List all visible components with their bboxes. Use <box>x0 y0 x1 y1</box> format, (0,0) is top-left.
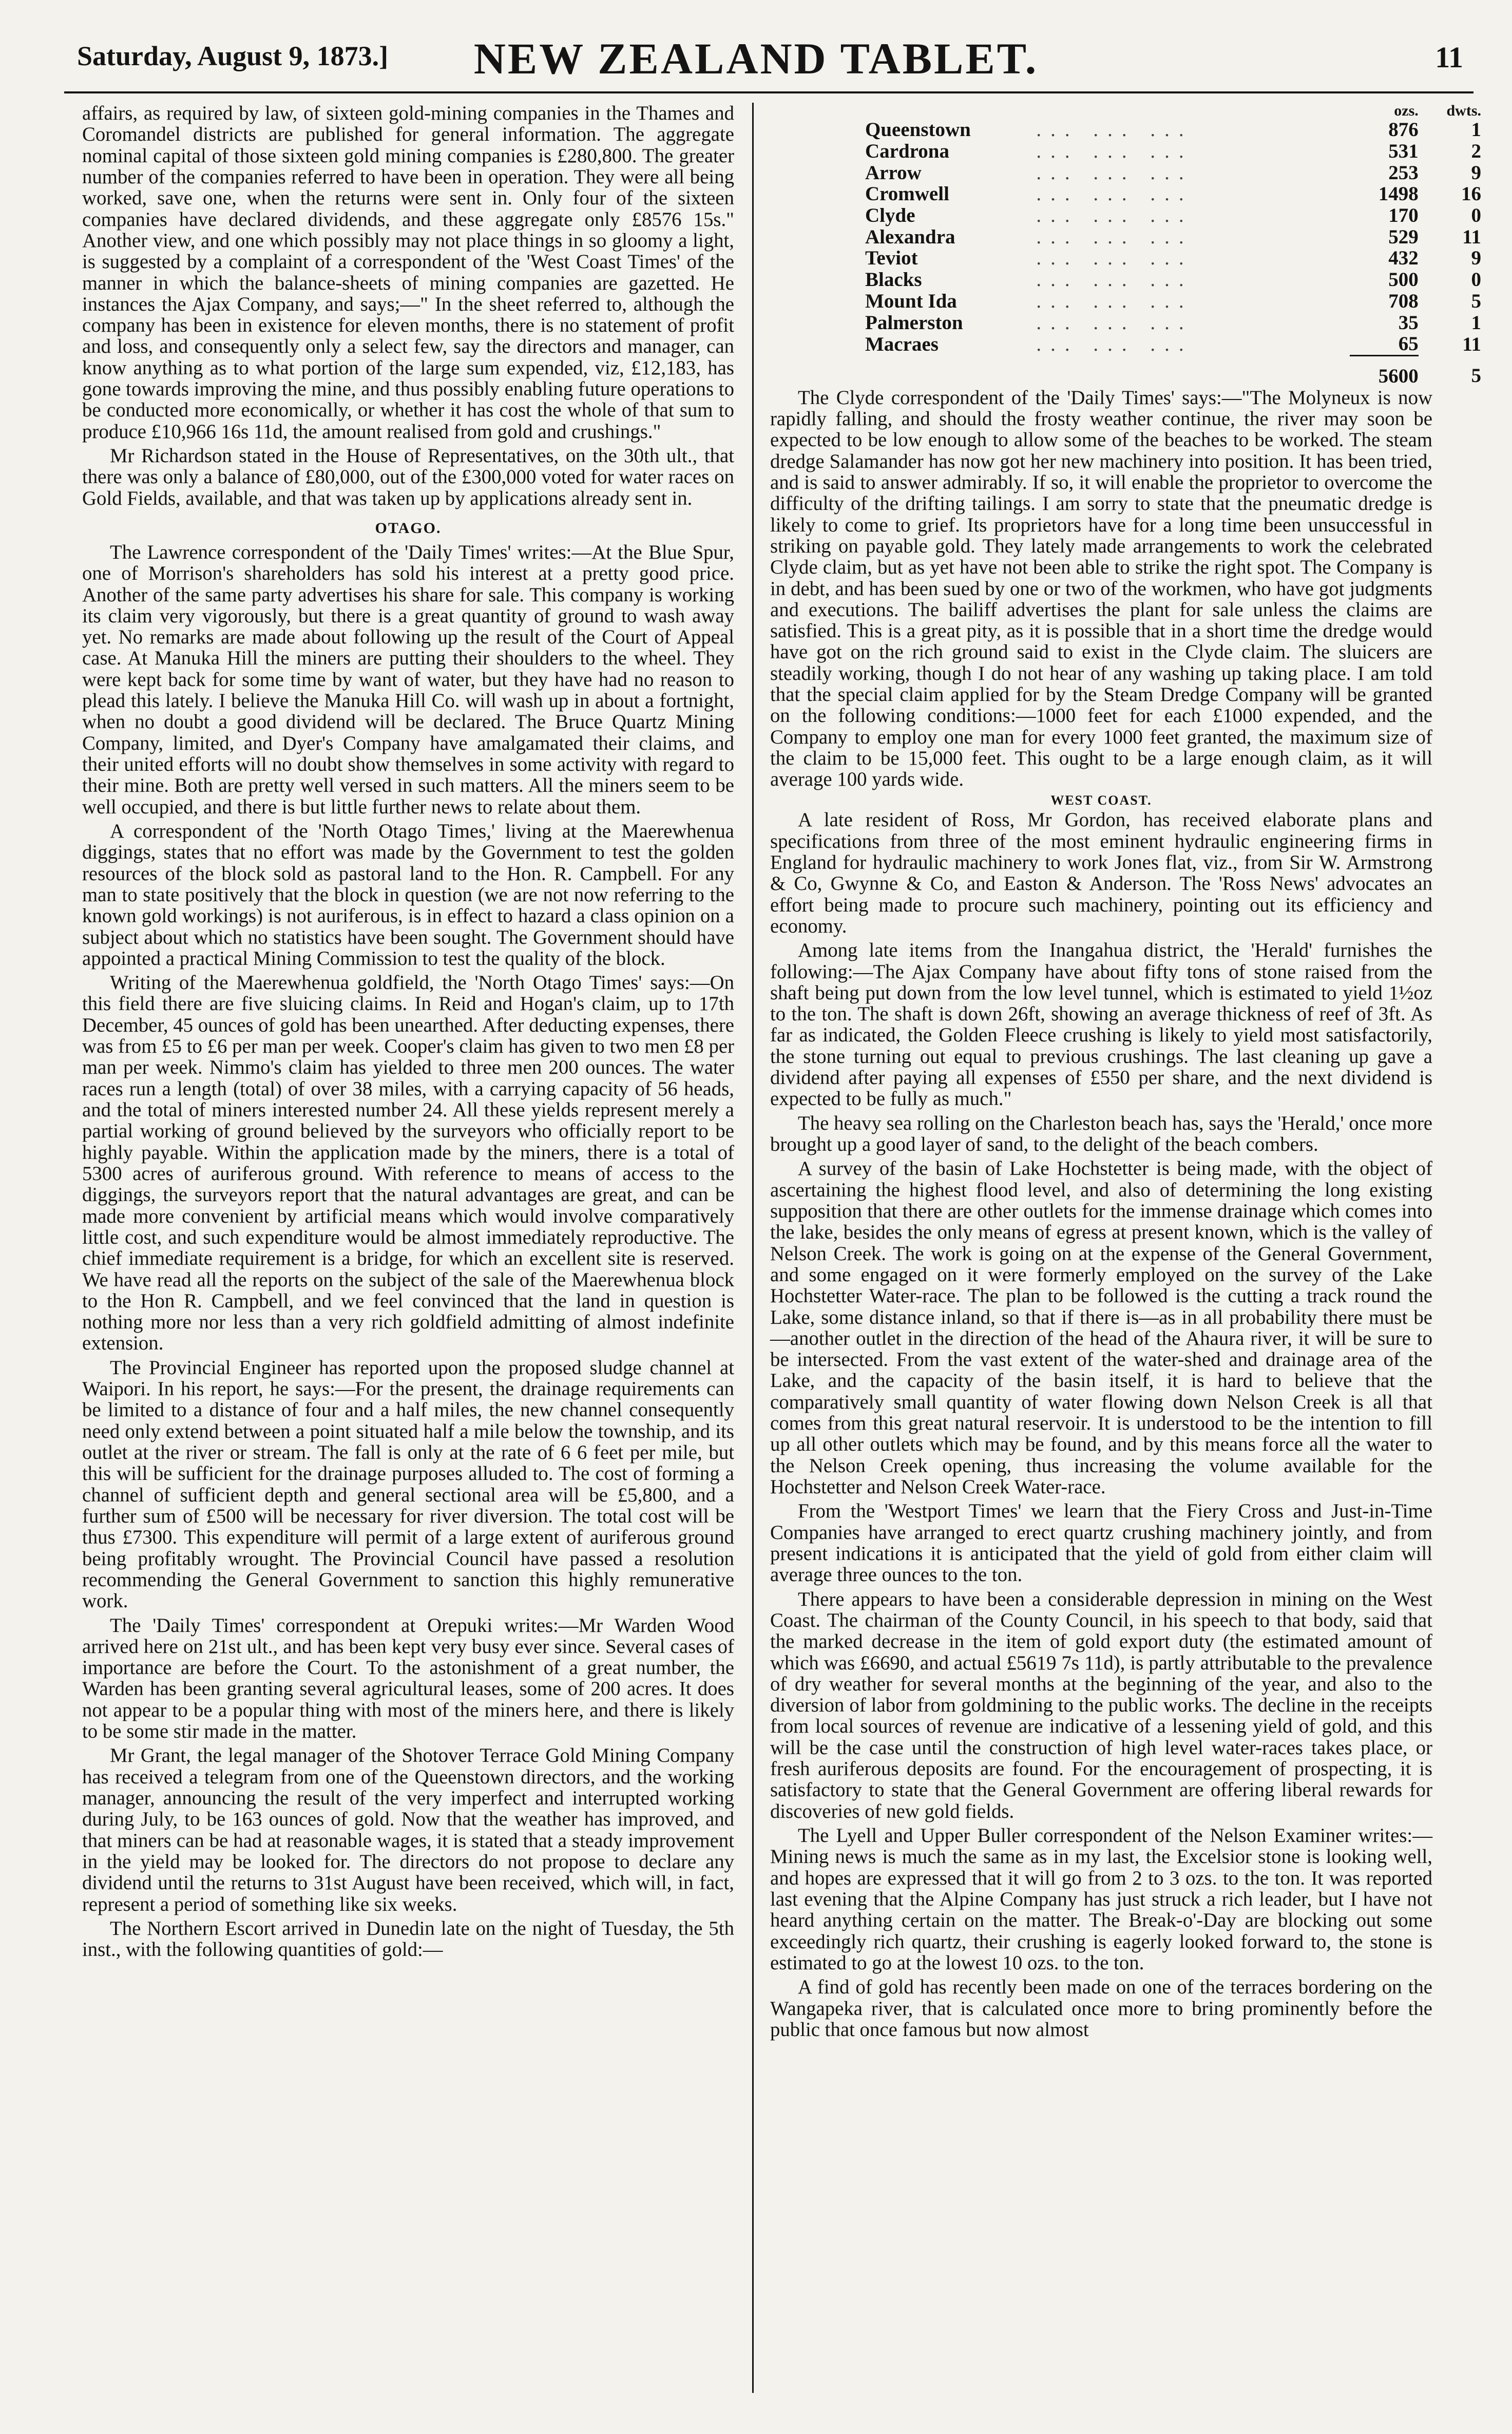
newspaper-title: NEW ZEALAND TABLET. <box>473 34 1039 83</box>
pennyweights-value: 9 <box>1471 247 1481 270</box>
paragraph: A correspondent of the 'North Otago Times,' living at the Maerewhenua diggings, states that no effort was made by the Government to test the golden resources of the block sold as pastoral land to the Hon. R. Campbell. For any man to state positively that the block in question (we are not now referring to the known gold workings) is not auriferous, is in effect to hazard a class opinion on a subject about which no statistics have been sought. The Government should have appointed a practical Mining Commission to test the quality of the block. <box>82 820 734 969</box>
left-top-paragraphs <box>82 103 734 509</box>
table-row <box>865 291 1481 312</box>
section-heading-west-coast: WEST COAST. <box>1050 792 1152 808</box>
pennyweights-value: 11 <box>1462 225 1481 248</box>
table-row <box>865 333 1481 355</box>
dot-leader: ... ... ... <box>1036 290 1193 312</box>
dot-leader: ... ... ... <box>1036 119 1193 141</box>
dot-leader: ... ... ... <box>1036 269 1193 291</box>
paragraph: From the 'Westport Times' we learn that the Fiery Cross and Just-in-Time Companies have arranged to erect quartz crushing machinery jointly, and from present indications it is anticipated that the yield of gold from either claim will average three ounces to the ton. <box>770 1500 1432 1586</box>
masthead <box>0 26 1512 82</box>
total-pennyweights: 5 <box>1471 365 1481 387</box>
ounces-value: 708 <box>1388 290 1419 312</box>
total-ounces: 5600 <box>1350 356 1418 387</box>
ounces-value: 432 <box>1388 247 1419 270</box>
ounces-value: 35 <box>1398 311 1419 334</box>
paragraph: A late resident of Ross, Mr Gordon, has received elaborate plans and specifications from three of the most eminent hydraulic engineering firms in England for hydraulic machinery to work Jones flat, viz., from Sir W. Armstrong & Co, Gwynne & Co, and Easton & Anderson. The 'Ross News' advocates an effort being made to procure such machinery, pointing out its efficiency and economy. <box>770 809 1432 937</box>
paragraph: A find of gold has recently been made on one of the terraces bordering on the Wangapeka river, that is calculated once more to bring prominently before the public that once famous but now almost <box>770 1976 1432 2041</box>
table-row <box>865 312 1481 334</box>
table-row <box>865 183 1481 205</box>
pennyweights-value: 0 <box>1471 204 1481 226</box>
paragraph: There appears to have been a considerable depression in mining on the West Coast. The chairman of the County Council, in his speech to that body, said that the marked decrease in the item of gold export duty (the estimated amount of which was £6690, and actual £5619 7s 11d), is partly attributable to the prevalence of dry weather for several months at the beginning of the year, and also to the diversion of labor from goldmining to the public works. The decline in the receipts from local sources of revenue are indicative of a lessening yield of gold, and this will be the case until the construction of high level water-races takes place, or fresh auriferous deposits are found. For the encouragement of prospecting, it is satisfactory to state that the General Government are offering liberal rewards for discoveries of new gold fields. <box>770 1588 1432 1822</box>
ounces-value: 876 <box>1388 119 1419 141</box>
table-row <box>865 119 1481 141</box>
paragraph: The Clyde correspondent of the 'Daily Times' says:—"The Molyneux is now rapidly falling, and should the frosty weather continue, the river may soon be expected to be low enough to allow some of the beaches to be worked. The steam dredge Salamander has now got her new machinery into position. It has been tried, and is said to answer admirably. If so, it will enable the proprietor to overcome the difficulty of the drifting tailings. I am sorry to state that the pneumatic dredge is likely to come to grief. Its proprietors have for a long time been unsuccessful in striking on payable gold. They lately made arrangements to work the celebrated Clyde claim, but as yet have not been able to strike the right spot. The Company is in debt, and has been sued by one or two of the workmen, who have got judgments and executions. The bailiff advertises the plant for sale unless the claims are satisfied. This is a great pity, as it is possible that in a short time the dredge would have got on the rich ground said to exist in the Clyde claim. The sluicers are steadily working, though I do not hear of any washing up taking place. I am told that the special claim applied for by the Steam Dredge Company will be granted on the following conditions:—1000 feet for each £1000 expended, and the Company to employ one man for every 1000 feet granted, the maximum size of the claim to be 15,000 feet. This ought to be a large enough claim, as it will average 100 yards wide. <box>770 386 1432 791</box>
place-name: Blacks <box>865 269 922 291</box>
dot-leader: ... ... ... <box>1036 183 1193 205</box>
ounces-value: 1498 <box>1378 183 1419 205</box>
ounces-value: 253 <box>1388 161 1419 184</box>
ounces-value: 170 <box>1388 204 1419 226</box>
issue-date: Saturday, August 9, 1873.] <box>77 41 389 71</box>
otago-paragraphs <box>82 542 734 1961</box>
dot-leader: ... ... ... <box>1036 225 1193 248</box>
place-name: Cromwell <box>865 183 949 205</box>
place-name: Macraes <box>865 333 939 356</box>
paragraph: Among late items from the Inangahua district, the 'Herald' furnishes the following:—The Ajax Company have about fifty tons of stone raised from the shaft being put down from the low level tunnel, which is estimated to yield 1½oz to the ton. The shaft is down 26ft, showing an average thickness of reef of 3ft. As far as indicated, the Golden Fleece crushing is likely to yield most satisfactorily, the stone turning out equal to previous crushings. The last cleaning up gave a dividend after paying all expenses of £550 per share, and the next dividend is expected to be fully as much." <box>770 939 1432 1110</box>
section-heading-otago: OTAGO. <box>375 519 442 537</box>
paragraph: affairs, as required by law, of sixteen gold-mining companies in the Thames and Coromandel districts are published for general information. The aggregate nominal capital of those sixteen gold mining companies is £280,800. The greater number of the companies referred to have been in operation. They were all being worked, save one, when the returns were sent in. Only four of the sixteen companies have declared dividends, and these aggregate only £8576 15s." Another view, and one which possibly may not place things in so gloomy a light, is suggested by a complaint of a correspondent of the 'West Coast Times' of the manner in which the balance-sheets of mining companies are gazetted. He instances the Ajax Company, and says;—" In the sheet referred to, although the company has been in existence for eleven months, there is no statement of profit and loss, and consequently only a select few, say the directors and manager, can know anything as to what portion of the large sum expended, viz, £12,183, has gone towards improving the mine, and thus possibly enabling future operations to be conducted more economically, or whether it has cost the whole of that sum to produce £10,966 16s 11d, the amount realised from gold and crushings." <box>82 102 734 443</box>
pennyweights-value: 1 <box>1471 119 1481 141</box>
paragraph: The Provincial Engineer has reported upon the proposed sludge channel at Waipori. In his report, he says:—For the present, the drainage requirements can be limited to a distance of four and a half miles, the new channel consequently need only extend between a point situated half a mile below the township, and its outlet at the river or stream. The fall is only at the rate of 6 6 feet per mile, but this will be sufficient for the drainage purposes alluded to. The cost of forming a channel of sufficient depth and general sectional area will be £5,800, and a further sum of £500 will be necessary for river diversion. The total cost will be thus £7300. This expenditure will permit of a large extent of auriferous ground being profitably wrought. The Provincial Council have passed a resolution recommending the General Government to sanction this highly remunerative work. <box>82 1356 734 1612</box>
table-row <box>865 141 1481 162</box>
unit-pennyweights: dwts. <box>1446 102 1481 119</box>
page-number: 11 <box>1435 41 1463 74</box>
table-row <box>865 205 1481 226</box>
place-name: Cardrona <box>865 140 949 162</box>
pennyweights-value: 11 <box>1462 333 1481 356</box>
dot-leader: ... ... ... <box>1036 204 1193 226</box>
unit-ounces: ozs. <box>1394 102 1419 119</box>
dot-leader: ... ... ... <box>1036 140 1193 162</box>
paragraph: The Northern Escort arrived in Dunedin late on the night of Tuesday, the 5th inst., with the following quantities of gold:— <box>82 1917 734 1961</box>
dot-leader: ... ... ... <box>1036 247 1193 270</box>
ounces-value: 531 <box>1388 140 1419 162</box>
place-name: Queenstown <box>865 119 971 141</box>
paragraph: Writing of the Maerewhenua goldfield, the 'North Otago Times' says:—On this field there are five sluicing claims. In Reid and Hogan's claim, up to 17th December, 45 ounces of gold has been unearthed. After deducting expenses, there was from £5 to £6 per man per week. Cooper's claim has given to two men £8 per man per week. Nimmo's claim has yielded to three men 200 ounces. The water races run a length (total) of over 38 miles, with a carrying capacity of 56 heads, and the total of miners interested number 24. All these yields represent merely a partial working of ground believed by the surveyors who officially report to be highly payable. Within the application made by the miners, there is a total of 5300 acres of auriferous ground. With reference to means of access to the diggings, the surveyors report that the natural advantages are great, and can be made more convenient by artificial means which would involve comparatively little cost, and such expenditure would be almost immediately reproductive. The chief immediate requirement is a bridge, for which an excellent site is reserved. We have read all the reports on the subject of the sale of the Maerewhenua block to the Hon R. Campbell, and we feel convinced that the land in question is nothing more nor less than a very rich goldfield admitting of almost indefinite extension. <box>82 972 734 1355</box>
ounces-value: 65 <box>1398 333 1419 355</box>
paragraph: Mr Grant, the legal manager of the Shotover Terrace Gold Mining Company has received a telegram from one of the Queenstown directors, and the working manager, announcing the result of the very imperfect and interrupted working during July, to be 163 ounces of gold. Now that the weather has improved, and that miners can be had at reasonable wages, it is stated that a steady improvement in the yield may be looked for. The directors do not propose to declare any dividend until the returns to 31st August have been received, which will, in fact, represent a period of something like six weeks. <box>82 1744 734 1915</box>
table-row <box>865 248 1481 269</box>
column-divider <box>752 103 754 2393</box>
paragraph: The Lawrence correspondent of the 'Daily Times' writes:—At the Blue Spur, one of Morrison's shareholders has sold his interest at a pretty good price. Another of the same party advertises his share for sale. This company is working its claim very vigorously, but there is a great quantity of ground to wash away yet. No remarks are made about following up the result of the Court of Appeal case. At Manuka Hill the miners are putting their shoulders to the wheel. They were kept back for some time by want of water, but they have had no reason to plead this lately. I believe the Manuka Hill Co. will wash up in about a fortnight, when no doubt a good dividend will be declared. The Bruce Quartz Mining Company, limited, and Dyer's Company have amalgamated their claims, and their united efforts will no doubt show themselves in some activity with regard to their mine. Both are pretty well versed in such matters. All the miners seem to be well occupied, and there is but little further news to relate about them. <box>82 541 734 818</box>
otago-continued-paragraphs <box>770 387 1432 790</box>
pennyweights-value: 1 <box>1471 311 1481 334</box>
paragraph: The heavy sea rolling on the Charleston beach has, says the 'Herald,' once more brought up a good layer of sand, to the delight of the beach combers. <box>770 1112 1432 1156</box>
paragraph: The Lyell and Upper Buller correspondent of the Nelson Examiner writes:—Mining news is much the same as in my last, the Excelsior stone is looking well, and hopes are expressed that it will go from 2 to 3 ozs. to the ton. It was reported last evening that the Alpine Company has just struck a rich leader, but I have not heard anything certain on the matter. The Break-o'-Day are blocking out some exceedingly rich quartz, their crushing is eagerly looked forward to, the stone is estimated to go at the lowest 10 ozs. to the ton. <box>770 1824 1432 1974</box>
place-name: Arrow <box>865 161 922 184</box>
pennyweights-value: 5 <box>1471 290 1481 312</box>
paragraph: The 'Daily Times' correspondent at Orepuki writes:—Mr Warden Wood arrived here on 21st ult., and has been kept very busy ever since. Several cases of importance are before the Court. To the astonishment of a great number, the Warden has been granting several agricultural leases, some of 200 acres. It does not appear to be a popular thing with most of the miners here, and there is likely to be some stir made in the matter. <box>82 1614 734 1743</box>
ounces-value: 529 <box>1388 225 1419 248</box>
table-row <box>865 162 1481 184</box>
west-coast-paragraphs <box>770 809 1432 2040</box>
masthead-rule <box>64 91 1473 93</box>
place-name: Alexandra <box>865 225 955 248</box>
dot-leader: ... ... ... <box>1036 161 1193 184</box>
table-total-row <box>865 356 1481 387</box>
ounces-value: 500 <box>1388 269 1419 291</box>
dot-leader: ... ... ... <box>1036 311 1193 334</box>
right-column <box>770 102 1481 2393</box>
pennyweights-value: 0 <box>1471 269 1481 291</box>
dot-leader: ... ... ... <box>1036 333 1193 356</box>
gold-escort-table <box>865 103 1481 387</box>
pennyweights-value: 9 <box>1471 161 1481 184</box>
pennyweights-value: 2 <box>1471 140 1481 162</box>
table-header-row <box>865 103 1481 119</box>
place-name: Mount Ida <box>865 290 957 312</box>
paragraph: A survey of the basin of Lake Hochstetter is being made, with the object of ascertaining the highest flood level, and also of determining the long existing supposition that there are other outlets for the immense drainage which comes into the lake, besides the only means of egress at present known, which is the valley of Nelson Creek. The work is going on at the expense of the General Government, and some engaged on it were formerly employed on the survey of the Lake Hochstetter Water-race. The plan to be followed is the cutting a track round the Lake, some distance inland, so that if there is—as in all probability there must be—another outlet in the direction of the head of the Ahaura river, it will be sure to be intersected. From the vast extent of the water-shed and drainage area of the Lake, and the capacity of the basin itself, it is hard to believe that the comparatively small quantity of water flowing down Nelson Creek is all that comes from this great natural reservoir. It is understood to be the intention to fill up all other outlets which may be found, and by this means force all the water to the Nelson Creek opening, thus increasing the volume available for the Hochstetter and Nelson Creek Water-race. <box>770 1157 1432 1498</box>
paragraph: Mr Richardson stated in the House of Representatives, on the 30th ult., that there was only a balance of £80,000, out of the £300,000 voted for water races on Gold Fields, available, and that was taken up by applications already sent in. <box>82 445 734 509</box>
table-row <box>865 226 1481 248</box>
table-row <box>865 269 1481 291</box>
pennyweights-value: 16 <box>1461 183 1481 205</box>
left-column <box>82 103 734 2393</box>
place-name: Clyde <box>865 204 915 226</box>
place-name: Palmerston <box>865 311 963 334</box>
place-name: Teviot <box>865 247 918 270</box>
